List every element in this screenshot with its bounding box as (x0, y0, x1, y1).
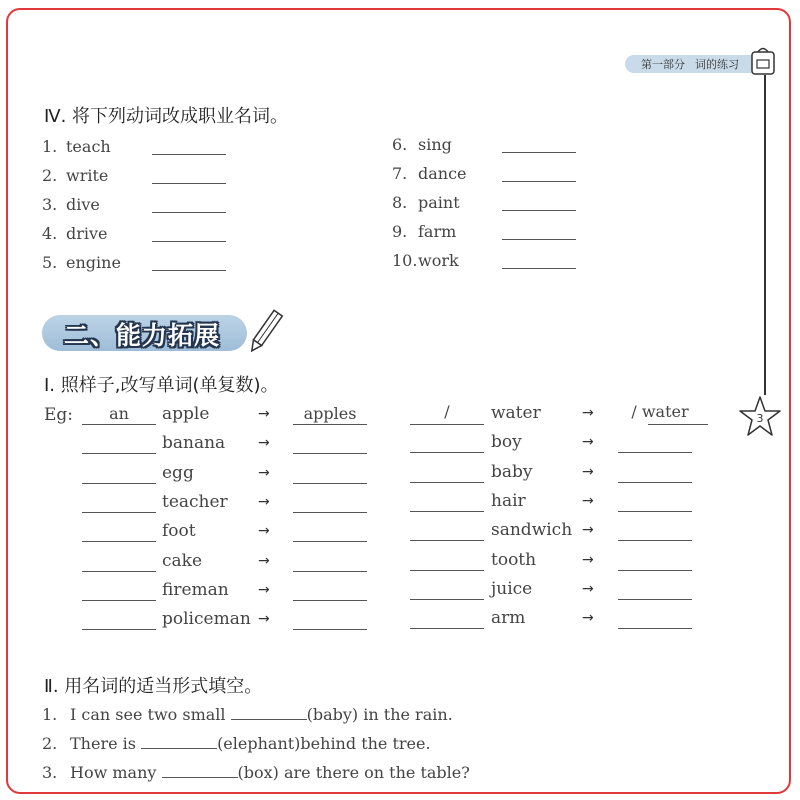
plural-blank (618, 628, 692, 629)
answer-blank (152, 270, 226, 271)
sentence-after: (box) are there on the table? (237, 763, 470, 782)
singular-word: hair (491, 490, 526, 511)
singular-word: cake (162, 550, 203, 571)
sentence-after: (elephant)behind the tree. (217, 734, 431, 753)
article-blank (82, 512, 156, 513)
item-number: 3. (42, 195, 58, 214)
answer-blank (502, 152, 576, 153)
answer-blank (502, 239, 576, 240)
vocab-item (42, 224, 108, 243)
answer-blank (152, 154, 226, 155)
plural-blank (618, 452, 692, 453)
singular-word: boy (491, 432, 522, 453)
arrow-icon: → (258, 552, 270, 569)
section4-title: Ⅳ. 将下列动词改成职业名词。 (44, 106, 289, 127)
plural-blank (618, 570, 692, 571)
arrow-icon: → (582, 580, 594, 597)
example-article: / (444, 402, 450, 421)
answer-blank (293, 424, 367, 425)
sentence-number: 1. (42, 705, 58, 724)
vocab-item (392, 222, 456, 241)
plural-blank (293, 541, 367, 542)
article-blank (410, 599, 484, 600)
example-word: water (491, 403, 541, 423)
item-number: 4. (42, 224, 58, 243)
plural-blank (293, 571, 367, 572)
plural-blank (618, 511, 692, 512)
arrow-icon: → (258, 611, 270, 628)
article-blank (410, 628, 484, 629)
example-article: an (109, 404, 129, 423)
answer-blank (152, 241, 226, 242)
arrow-icon: → (258, 493, 270, 510)
sentence-number: 2. (42, 734, 58, 753)
answer-blank (502, 268, 576, 269)
arrow-icon: → (582, 463, 594, 480)
example-answer: apples (303, 404, 357, 423)
arrow-icon: → (582, 434, 594, 451)
arrow-icon: → (258, 523, 270, 540)
arrow-icon: → (582, 522, 594, 539)
vocab-item (42, 195, 100, 214)
plural-blank (618, 482, 692, 483)
sentence-before: There is (70, 734, 142, 753)
plural-blank (293, 512, 367, 513)
page-number-star-icon (738, 395, 782, 439)
item-number: 8. (392, 193, 408, 212)
banner-title: 二、能力拓展 (64, 321, 221, 350)
item-word: dive (66, 195, 100, 214)
sentence-after: (baby) in the rain. (306, 705, 453, 724)
item-word: write (66, 166, 109, 185)
vocab-item (392, 164, 467, 183)
item-number: 2. (42, 166, 58, 185)
item-word: engine (66, 253, 121, 272)
arrow-icon: → (582, 610, 594, 627)
singular-word: teacher (162, 491, 228, 512)
vocab-item (42, 253, 121, 272)
header-band (625, 55, 755, 73)
article-blank (410, 511, 484, 512)
margin-line (764, 75, 766, 395)
item-word: drive (66, 224, 108, 243)
arrow-icon: → (258, 435, 270, 452)
schoolbag-icon (748, 44, 778, 76)
singular-word: banana (162, 433, 226, 454)
item-number: 1. (42, 137, 58, 156)
vocab-item (42, 137, 111, 156)
singular-word: egg (162, 462, 194, 483)
item-word: dance (418, 164, 467, 183)
arrow-icon: → (258, 406, 270, 422)
fill-sentence (42, 763, 470, 782)
example-answer: / water (631, 402, 689, 421)
article-blank (410, 452, 484, 453)
article-blank (82, 453, 156, 454)
article-blank (82, 483, 156, 484)
item-word: paint (418, 193, 460, 212)
sentence-blank (231, 705, 307, 720)
plural-blank (293, 629, 367, 630)
article-blank (410, 540, 484, 541)
plural-blank (618, 540, 692, 541)
header-part: 第一部分 (641, 58, 685, 71)
part2-title: Ⅱ. 用名词的适当形式填空。 (44, 676, 263, 697)
vocab-item (392, 193, 460, 212)
ability-banner (42, 315, 247, 351)
vocab-item (392, 251, 459, 270)
answer-blank (502, 210, 576, 211)
singular-word: juice (491, 578, 533, 599)
answer-blank (410, 424, 484, 425)
article-blank (82, 629, 156, 630)
fill-sentence (42, 734, 431, 753)
example-word: apple (162, 404, 210, 424)
answer-blank (152, 183, 226, 184)
sentence-number: 3. (42, 763, 58, 782)
item-number: 5. (42, 253, 58, 272)
article-blank (82, 571, 156, 572)
plural-blank (293, 483, 367, 484)
item-number: 6. (392, 135, 408, 154)
arrow-icon: → (582, 405, 594, 421)
singular-word: sandwich (491, 520, 573, 541)
item-number: 9. (392, 222, 408, 241)
singular-word: arm (491, 608, 526, 629)
arrow-icon: → (258, 581, 270, 598)
pencil-icon (245, 307, 285, 357)
singular-word: tooth (491, 549, 537, 570)
item-word: farm (418, 222, 457, 241)
article-blank (410, 570, 484, 571)
arrow-icon: → (582, 551, 594, 568)
article-blank (82, 600, 156, 601)
eg-label: Eg: (44, 405, 74, 425)
vocab-item (392, 135, 452, 154)
item-number: 10. (392, 251, 418, 270)
sentence-blank (162, 763, 238, 778)
arrow-icon: → (258, 464, 270, 481)
answer-blank (648, 424, 708, 425)
part1-title: Ⅰ. 照样子,改写单词(单复数)。 (44, 375, 279, 396)
sentence-blank (141, 734, 217, 749)
item-word: teach (66, 137, 111, 156)
arrow-icon: → (582, 492, 594, 509)
answer-blank (152, 212, 226, 213)
singular-word: foot (162, 521, 196, 542)
singular-word: policeman (162, 609, 251, 630)
singular-word: fireman (162, 579, 229, 600)
singular-word: baby (491, 461, 533, 482)
page-number: 3 (756, 412, 764, 425)
item-word: work (418, 251, 459, 270)
item-number: 7. (392, 164, 408, 183)
vocab-item (42, 166, 108, 185)
sentence-before: How many (70, 763, 162, 782)
header-section: 词的练习 (695, 58, 739, 71)
article-blank (410, 482, 484, 483)
plural-blank (293, 453, 367, 454)
sentence-before: I can see two small (70, 705, 231, 724)
plural-blank (293, 600, 367, 601)
answer-blank (502, 181, 576, 182)
item-word: sing (418, 135, 452, 154)
fill-sentence (42, 705, 453, 724)
plural-blank (618, 599, 692, 600)
article-blank (82, 541, 156, 542)
answer-blank (82, 424, 156, 425)
